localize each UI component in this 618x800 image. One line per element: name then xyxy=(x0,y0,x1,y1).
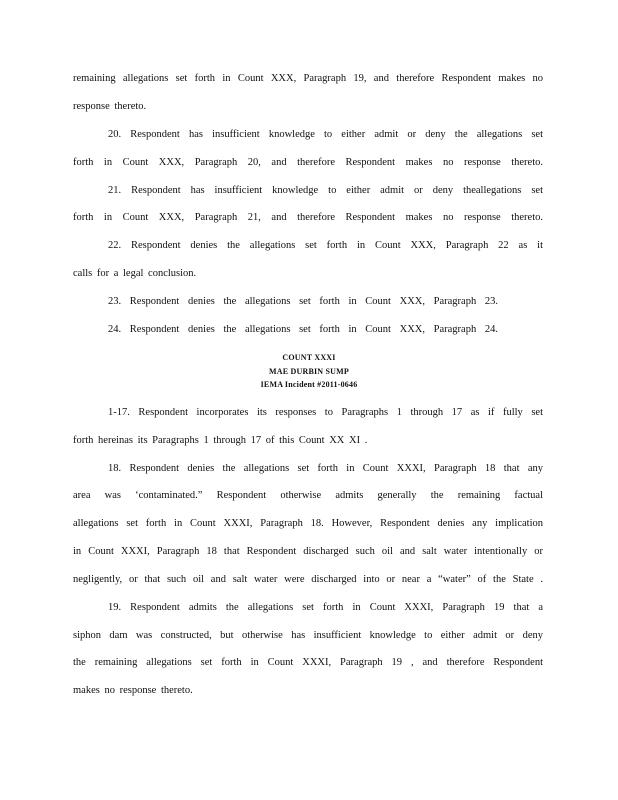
paragraph-19-line-1: 19. Respondent admits the allegations set forth in Count XXXI, Paragraph 19 that a xyxy=(108,602,543,613)
paragraph-1-17-line-2: forth hereinas its Paragraphs 1 through 17 of this Count XX XI . xyxy=(73,435,368,446)
paragraph-20-line-2: forth in Count XXX, Paragraph 20, and therefore Respondent makes no response thereto. xyxy=(73,157,543,168)
paragraph-18-line-2: area was ‘contaminated.” Respondent otherwise admits generally the remaining factual xyxy=(73,490,543,501)
paragraph-22-line-1: 22. Respondent denies the allegations set forth in Count XXX, Paragraph 22 as it xyxy=(108,240,543,251)
paragraph-18-line-3: allegations set forth in Count XXXI, Paragraph 18. However, Respondent denies any implication xyxy=(73,518,543,529)
count-heading: COUNT XXXI xyxy=(282,353,336,362)
text-line: response thereto. xyxy=(73,101,147,112)
paragraph-19-line-3: the remaining allegations set forth in Count XXXI, Paragraph 19 , and therefore Respondent xyxy=(73,657,543,668)
paragraph-18-line-5: negligently, or that such oil and salt water were discharged into or near a “water” of the State . xyxy=(73,574,543,585)
paragraph-20-line-1: 20. Respondent has insufficient knowledge to either admit or deny the allegations set xyxy=(108,129,543,140)
paragraph-23: 23. Respondent denies the allegations set forth in Count XXX, Paragraph 23. xyxy=(108,296,498,307)
paragraph-22-line-2: calls for a legal conclusion. xyxy=(73,268,197,279)
incident-heading: IEMA Incident #2011-0646 xyxy=(260,380,358,389)
paragraph-21-line-2: forth in Count XXX, Paragraph 21, and therefore Respondent makes no response thereto. xyxy=(73,212,543,223)
paragraph-24: 24. Respondent denies the allegations set forth in Count XXX, Paragraph 24. xyxy=(108,324,498,335)
count-subheading: MAE DURBIN SUMP xyxy=(269,367,349,376)
paragraph-21-line-1: 21. Respondent has insufficient knowledge to either admit or deny theallegations set xyxy=(108,185,543,196)
text-line: remaining allegations set forth in Count XXX, Paragraph 19, and therefore Respondent makes no xyxy=(73,73,543,84)
paragraph-18-line-4: in Count XXXI, Paragraph 18 that Respondent discharged such oil and salt water intentionally or xyxy=(73,546,543,557)
paragraph-1-17-line-1: 1-17. Respondent incorporates its responses to Paragraphs 1 through 17 as if fully set xyxy=(108,407,543,418)
paragraph-19-line-4: makes no response thereto. xyxy=(73,685,193,696)
paragraph-18-line-1: 18. Respondent denies the allegations set forth in Count XXXI, Paragraph 18 that any xyxy=(108,463,543,474)
paragraph-19-line-2: siphon dam was constructed, but otherwise has insufficient knowledge to either admit or deny xyxy=(73,630,543,641)
